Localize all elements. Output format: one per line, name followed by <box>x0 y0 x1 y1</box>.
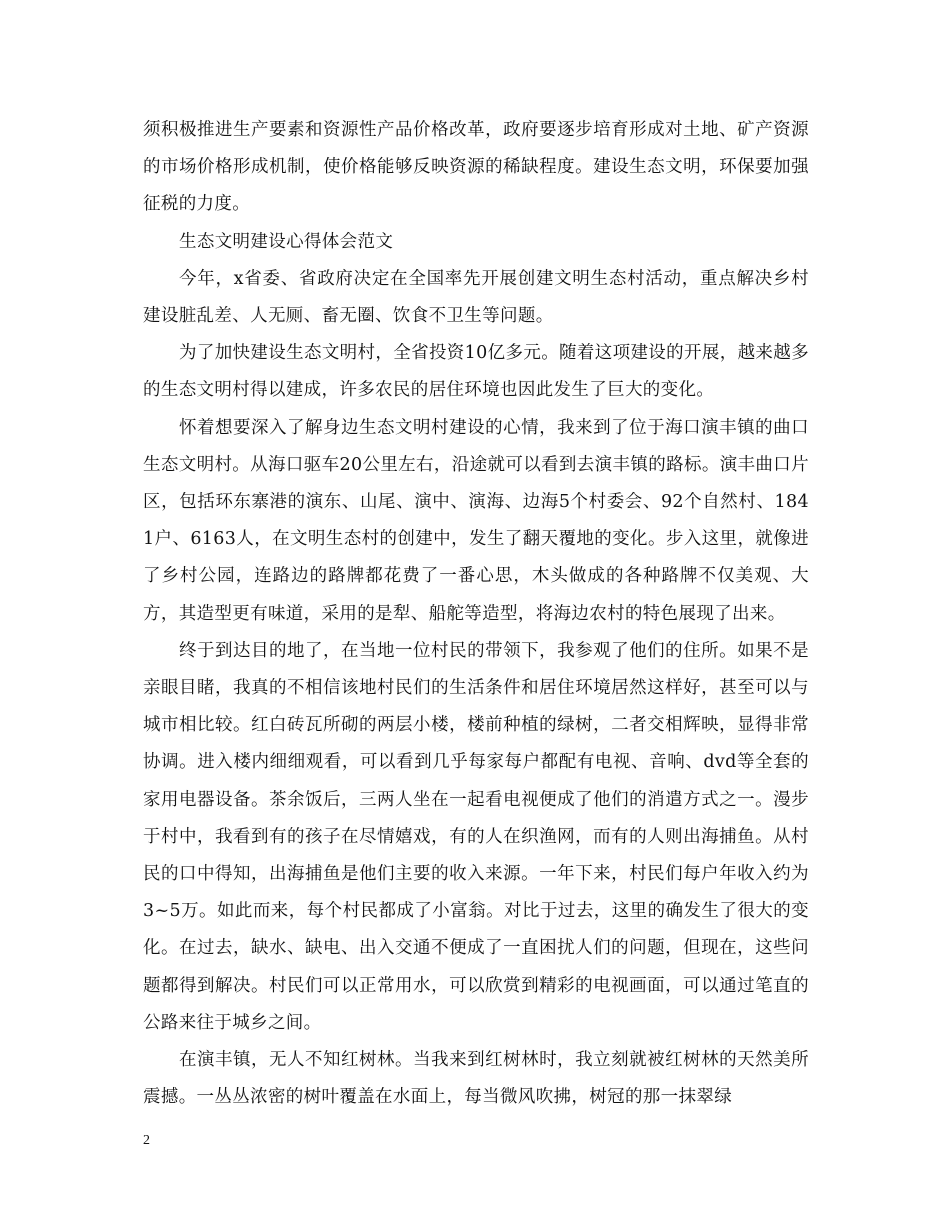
paragraph-1: 须积极推进生产要素和资源性产品价格改革，政府要逐步培育形成对土地、矿产资源的市场价格形成机制，使价格能够反映资源的稀缺程度。建设生态文明，环保要加强征税的力度。 <box>143 120 809 215</box>
section-heading: 生态文明建设心得体会范文 <box>179 231 394 252</box>
page-number: 2 <box>143 1133 150 1148</box>
paragraph-4: 怀着想要深入了解身边生态文明村建设的心情，我来到了位于海口演丰镇的曲口生态文明村。从海口驱车20公里左右，沿途就可以看到去演丰镇的路标。演丰曲口片区，包括环东寨港的演东、山尾、演中、演海、边海5个村委会、92个自然村、1841户、6163人，在文明生态村的创建中，发生了翻天覆地的变化。步入这里，就像进了乡村公园，连路边的路牌都花费了一番心思，木头做成的各种路牌不仅美观、大方，其造型更有味道，采用的是犁、船舵等造型，将海边农村的特色展现了出来。 <box>143 417 809 624</box>
paragraph-3: 为了加快建设生态文明村，全省投资10亿多元。随着这项建设的开展，越来越多的生态文明村得以建成，许多农民的居住环境也因此发生了巨大的变化。 <box>143 343 809 401</box>
document-body <box>143 112 809 1116</box>
paragraph-5: 终于到达目的地了，在当地一位村民的带领下，我参观了他们的住所。如果不是亲眼目睹，我真的不相信该地村民们的生活条件和居住环境居然这样好，甚至可以与城市相比较。红白砖瓦所砌的两层小楼，楼前种植的绿树，二者交相辉映，显得非常协调。进入楼内细细观看，可以看到几乎每家每户都配有电视、音响、dvd等全套的家用电器设备。茶余饭后，三两人坐在一起看电视便成了他们的消遣方式之一。漫步于村中，我看到有的孩子在尽情嬉戏，有的人在织渔网，而有的人则出海捕鱼。从村民的口中得知，出海捕鱼是他们主要的收入来源。一年下来，村民们每户年收入约为3~5万。如此而来，每个村民都成了小富翁。对比于过去，这里的确发生了很大的变化。在过去，缺水、缺电、出入交通不便成了一直困扰人们的问题，但现在，这些问题都得到解决。村民们可以正常用水，可以欣赏到精彩的电视画面，可以通过笔直的公路来往于城乡之间。 <box>143 640 809 1033</box>
paragraph-2: 今年，x省委、省政府决定在全国率先开展创建文明生态村活动，重点解决乡村建设脏乱差、人无厕、畜无圈、饮食不卫生等问题。 <box>143 268 809 327</box>
paragraph-6: 在演丰镇，无人不知红树林。当我来到红树林时，我立刻就被红树林的天然美所震撼。一丛丛浓密的树叶覆盖在水面上，每当微风吹拂，树冠的那一抹翠绿 <box>143 1050 809 1108</box>
